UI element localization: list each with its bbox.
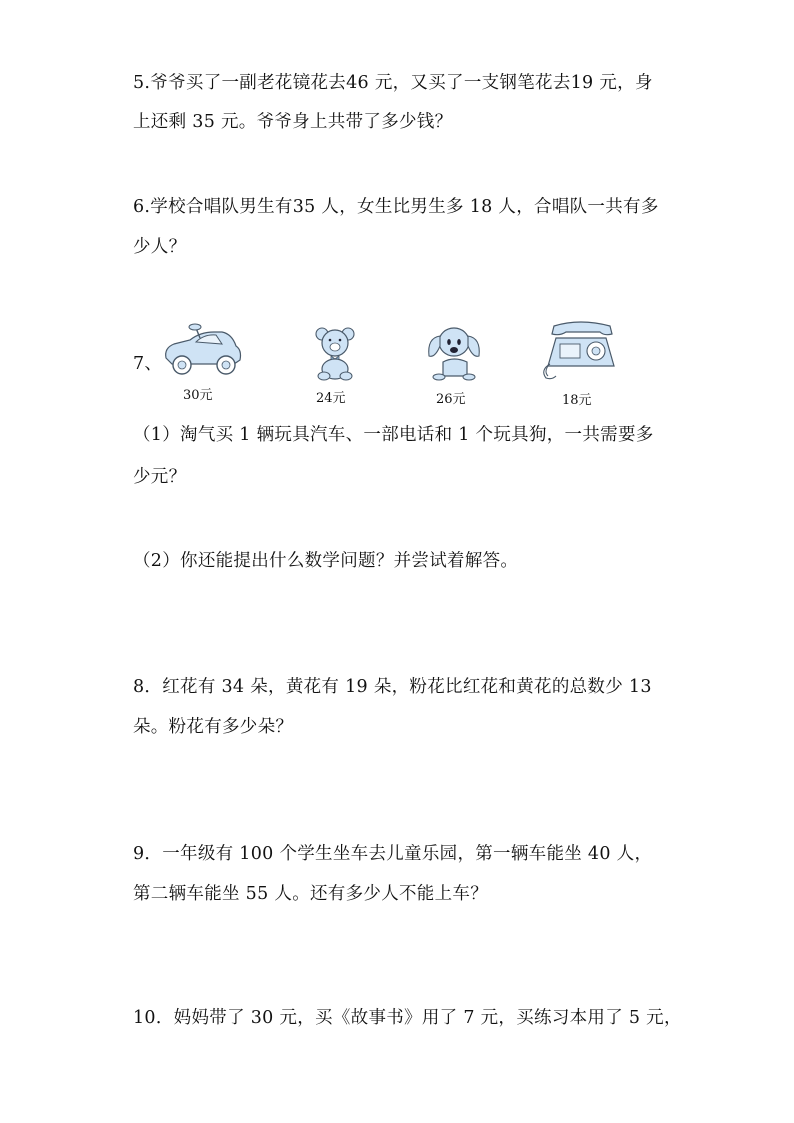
q9-line-1: 9．一年级有 100 个学生坐车去儿童乐园，第一辆车能坐 40 人，	[133, 844, 653, 864]
q8-line-2: 朵。粉花有多少朵？	[133, 717, 294, 737]
q5-line-1: 5.爷爷买了一副老花镜花去46 元，又买了一支钢笔花去19 元，身	[133, 73, 653, 93]
toy-car-price: 30元	[183, 388, 213, 403]
q8-line-1: 8．红花有 34 朵，黄花有 19 朵，粉花比红花和黄花的总数少 13	[133, 677, 652, 697]
q6-line-1: 6.学校合唱队男生有35 人，女生比男生多 18 人，合唱队一共有多	[133, 197, 659, 217]
q7-sub1-line-2: 少元？	[133, 467, 187, 487]
q6-line-2: 少人？	[133, 237, 187, 257]
q10-line-1: 10．妈妈带了 30 元，买《故事书》用了 7 元，买练习本用了 5 元，	[133, 1008, 682, 1028]
q9-line-2: 第二辆车能坐 55 人。还有多少人不能上车？	[133, 884, 488, 904]
q7-number: 7、	[133, 354, 163, 374]
toy-dog-icon	[423, 322, 485, 382]
teddy-bear-price: 24元	[316, 391, 346, 406]
q7-sub2: （2）你还能提出什么数学问题？并尝试着解答。	[133, 551, 519, 571]
toy-dog-price: 26元	[436, 392, 466, 407]
telephone-icon	[540, 320, 618, 382]
q5-line-2: 上还剩 35 元。爷爷身上共带了多少钱？	[133, 112, 453, 132]
toy-car-icon	[160, 320, 244, 378]
telephone-price: 18元	[562, 393, 592, 408]
q7-sub1-line-1: （1）淘气买 1 辆玩具汽车、一部电话和 1 个玩具狗，一共需要多	[133, 425, 654, 445]
teddy-bear-icon	[312, 325, 358, 381]
